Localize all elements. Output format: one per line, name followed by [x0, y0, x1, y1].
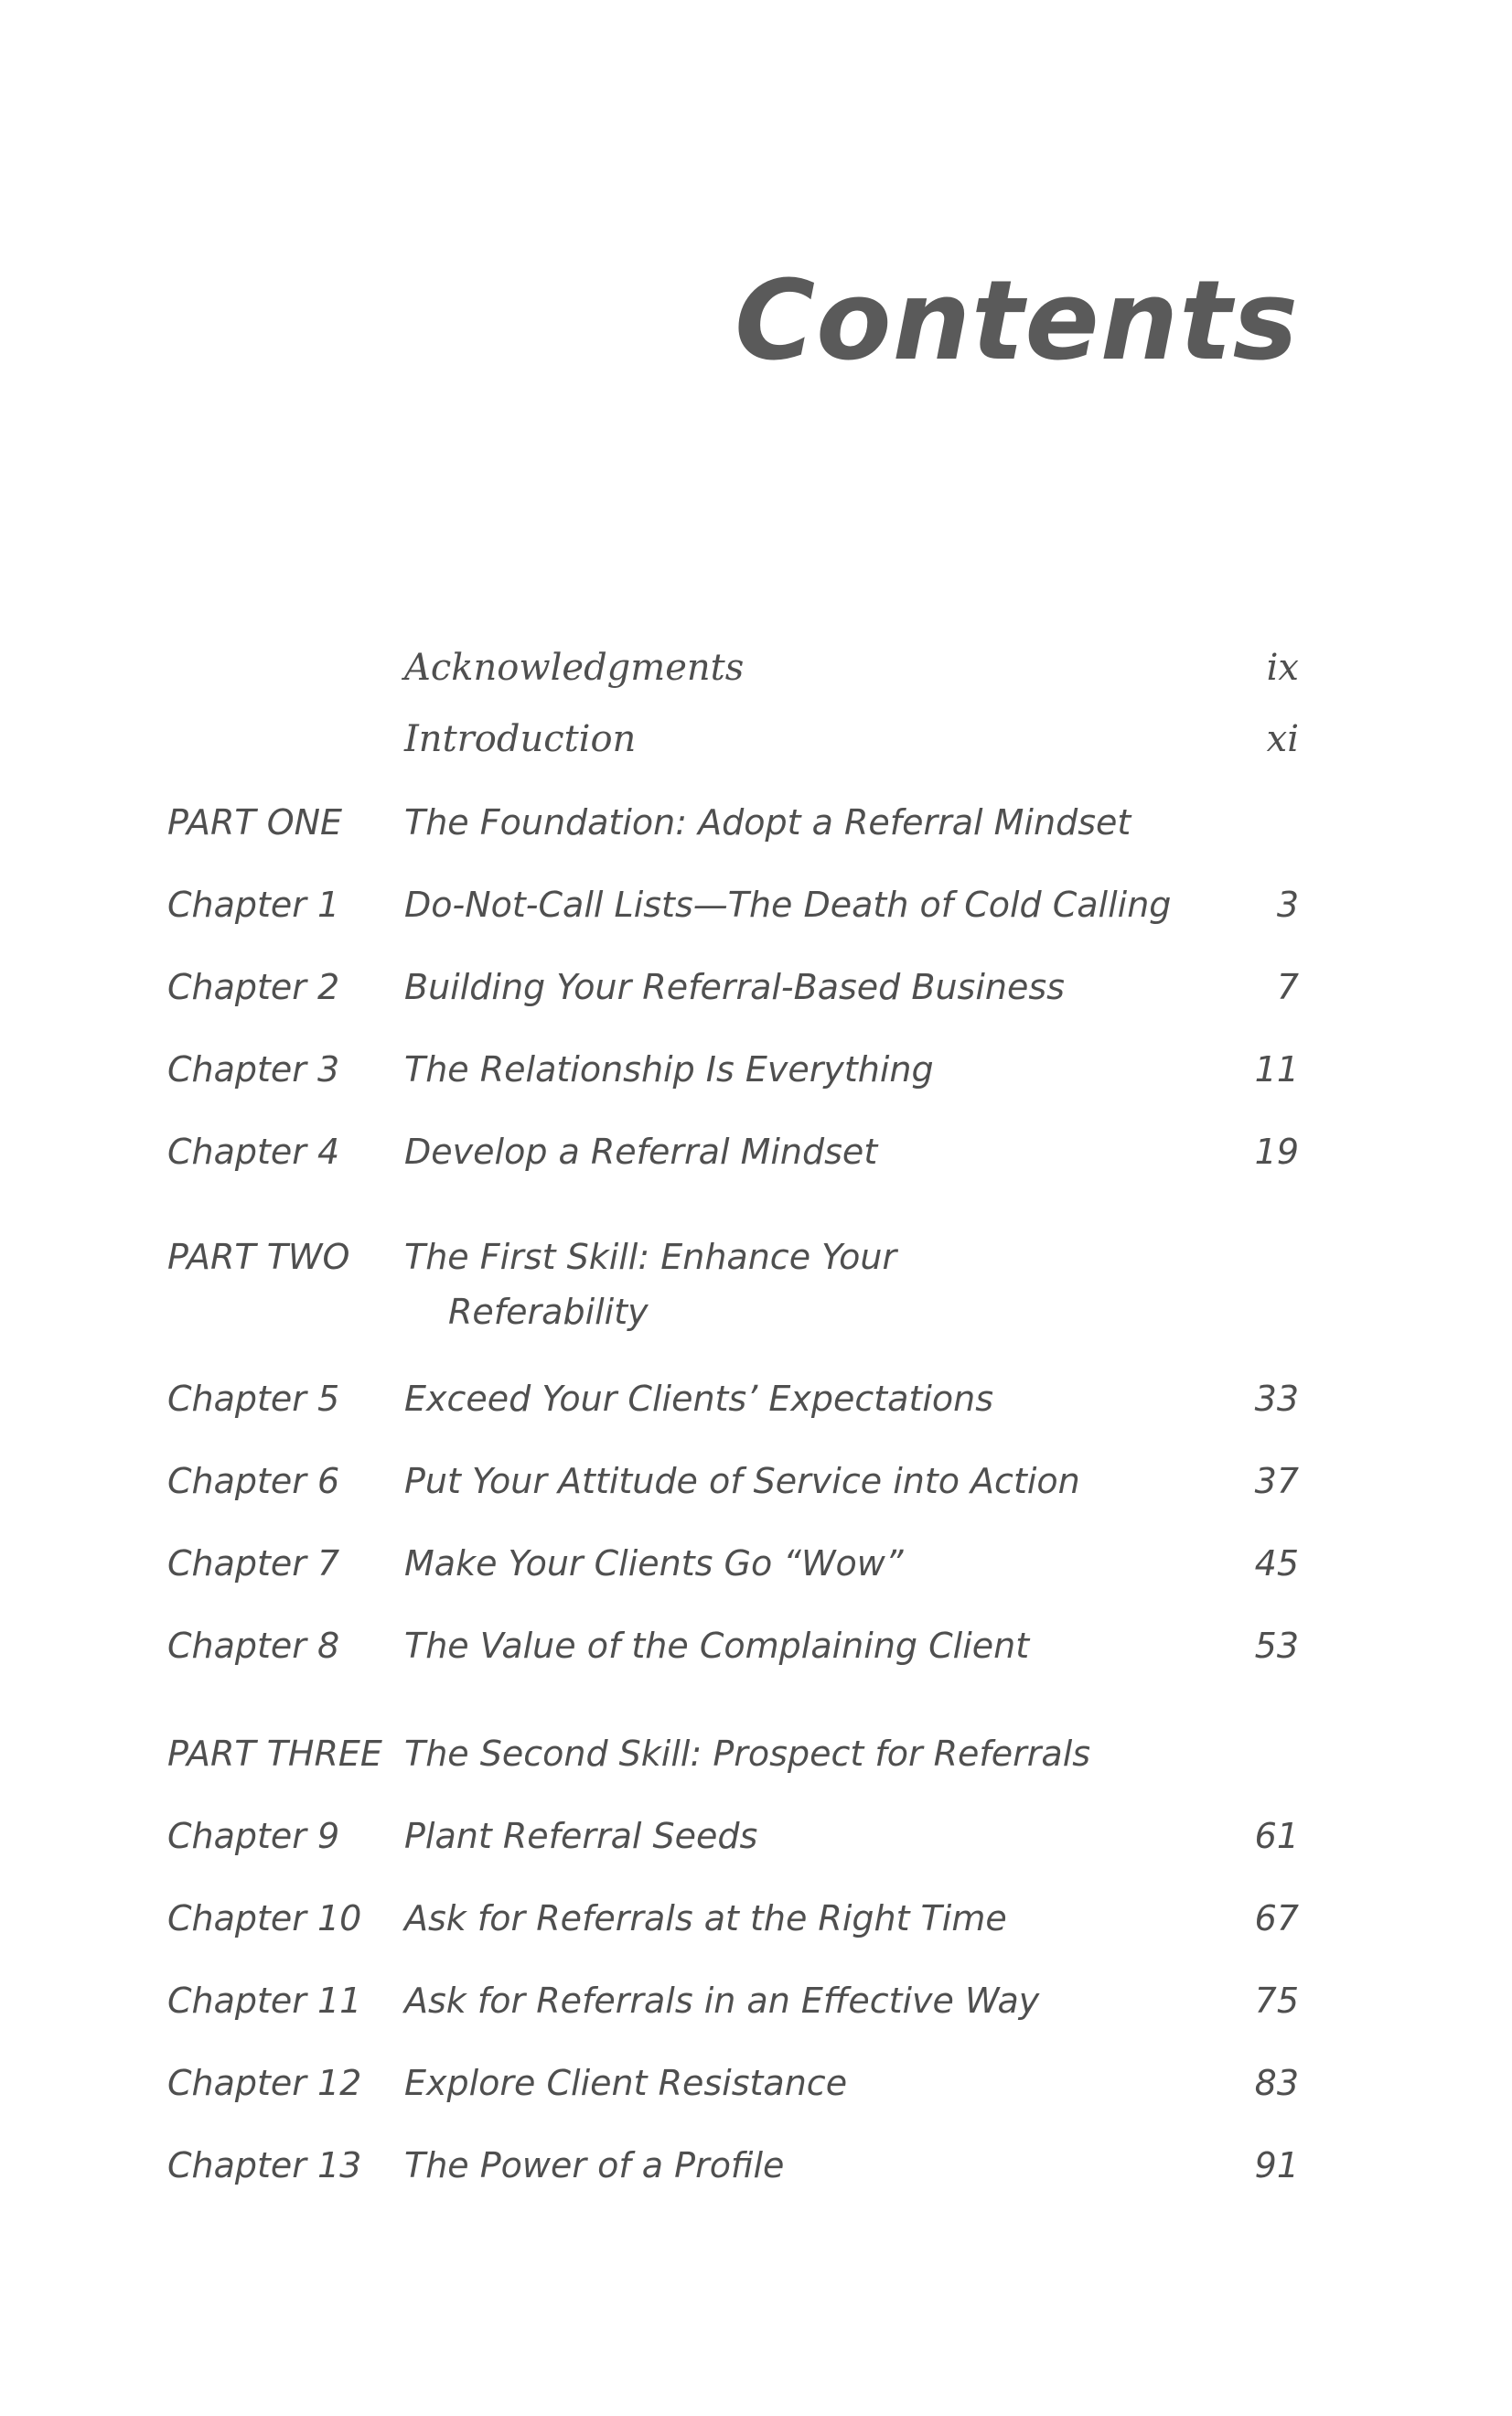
toc-page-number: 67 [1254, 1898, 1299, 1938]
chapter-label: Chapter 9 [167, 1816, 340, 1856]
chapter-title: Do-Not-Call Lists—The Death of Cold Calling [404, 885, 1172, 925]
chapter-label: Chapter 11 [167, 1981, 362, 2021]
part-label: PART TWO [167, 1237, 350, 1277]
chapter-title: Put Your Attitude of Service into Action [404, 1461, 1080, 1501]
chapter-label: Chapter 3 [167, 1049, 340, 1090]
toc-page-number: 91 [1254, 2145, 1299, 2185]
part-label: PART THREE [167, 1734, 382, 1774]
chapter-title: Ask for Referrals in an Effective Way [404, 1981, 1040, 2021]
toc-page-number: 19 [1254, 1132, 1299, 1172]
chapter-label: Chapter 4 [167, 1132, 340, 1172]
toc-page-number: 3 [1276, 885, 1299, 925]
toc-page-number: 11 [1254, 1049, 1299, 1090]
chapter-label: Chapter 7 [167, 1543, 340, 1584]
chapter-label: Chapter 12 [167, 2063, 362, 2103]
part-title-line-1: The First Skill: Enhance Your [404, 1237, 897, 1277]
chapter-title: Make Your Clients Go “Wow” [404, 1543, 904, 1584]
toc-entry-title: Acknowledgments [404, 647, 745, 689]
chapter-title: The Value of the Complaining Client [404, 1626, 1030, 1666]
chapter-label: Chapter 10 [167, 1898, 362, 1938]
page-title: Contents [735, 258, 1299, 385]
part-title-line-2: Referability [448, 1292, 649, 1332]
chapter-title: Explore Client Resistance [404, 2063, 848, 2103]
toc-page-number: 33 [1254, 1379, 1299, 1419]
part-label: PART ONE [167, 802, 343, 843]
toc-page-number: 45 [1254, 1543, 1299, 1584]
chapter-title: The Relationship Is Everything [404, 1049, 934, 1090]
toc-page-number: 53 [1254, 1626, 1299, 1666]
toc-page-number: 83 [1254, 2063, 1299, 2103]
chapter-title: Exceed Your Clients’ Expectations [404, 1379, 994, 1419]
chapter-label: Chapter 8 [167, 1626, 340, 1666]
chapter-label: Chapter 6 [167, 1461, 340, 1501]
chapter-title: The Power of a Profile [404, 2145, 785, 2185]
chapter-title: Develop a Referral Mindset [404, 1132, 878, 1172]
toc-page-number: xi [1266, 718, 1299, 760]
toc-page-number: ix [1266, 647, 1299, 689]
chapter-title: Building Your Referral-Based Business [404, 967, 1065, 1007]
chapter-title: Plant Referral Seeds [404, 1816, 758, 1856]
toc-page-number: 37 [1254, 1461, 1299, 1501]
chapter-label: Chapter 5 [167, 1379, 340, 1419]
toc-page-number: 7 [1276, 967, 1299, 1007]
chapter-label: Chapter 1 [167, 885, 340, 925]
chapter-label: Chapter 13 [167, 2145, 362, 2185]
chapter-label: Chapter 2 [167, 967, 340, 1007]
chapter-title: Ask for Referrals at the Right Time [404, 1898, 1007, 1938]
toc-page-number: 61 [1254, 1816, 1299, 1856]
part-title: The Second Skill: Prospect for Referrals [404, 1734, 1091, 1774]
toc-page-number: 75 [1254, 1981, 1299, 2021]
part-title: The Foundation: Adopt a Referral Mindset [404, 802, 1131, 843]
toc-entry-title: Introduction [404, 718, 637, 760]
part-title [404, 1237, 897, 1332]
